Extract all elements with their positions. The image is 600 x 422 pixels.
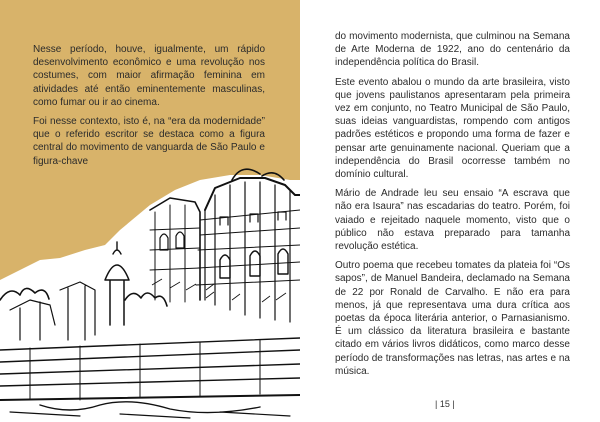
right-paragraph-4: Outro poema que recebeu tomates da plateia foi “Os sapos”, de Manuel Bandeira, declamado na Semana de 22 por Ronald de Carvalho. E não era para menos, já que representava uma dura crítica aos poetas da época literária anterior, o Parnasianismo. É um clássico da literatura brasileira e bastante citado em vários livros didáticos, como marco desse período de transformações nas letras, nas artes e na música. xyxy=(335,260,570,377)
theatre-building-sketch-icon xyxy=(0,150,300,422)
left-paragraph-1: Nesse período, houve, igualmente, um rápido desenvolvimento econômico e uma revolução nos costumes, com maior afirmação feminina em atividades até então eminentemente masculinas, como fumar ou ir ao cinema. xyxy=(33,44,265,108)
page-number: | 15 | xyxy=(435,399,455,409)
right-paragraph-1: do movimento modernista, que culminou na Semana de Arte Moderna de 1922, ano do centenário da independência política do Brasil. xyxy=(335,31,570,69)
right-page-text xyxy=(335,30,570,384)
right-paragraph-2: Este evento abalou o mundo da arte brasileira, visto que jovens paulistanos apresentaram pela primeira vez em conjunto, no Teatro Municipal de São Paulo, suas ideias vanguardistas, rompendo com antigos padrões estéticos e propondo uma forma de fazer e pensar arte genuinamente nacional. Queriam que a independência do Brasil ocorresse também no domínio cultural. xyxy=(335,76,570,181)
right-page xyxy=(300,0,600,422)
right-paragraph-3: Mário de Andrade leu seu ensaio “A escrava que não era Isaura” nas escadarias do teatro. Porém, foi vaiado e rejeitado naquele momento, visto que o público não estava preparado para tamanha revolução estética. xyxy=(335,188,570,253)
left-paragraph-2: Foi nesse contexto, isto é, na “era da modernidade” que o referido escritor se destaca como a figura central do movimento de vanguarda de São Paulo e figura-chave xyxy=(33,116,265,167)
